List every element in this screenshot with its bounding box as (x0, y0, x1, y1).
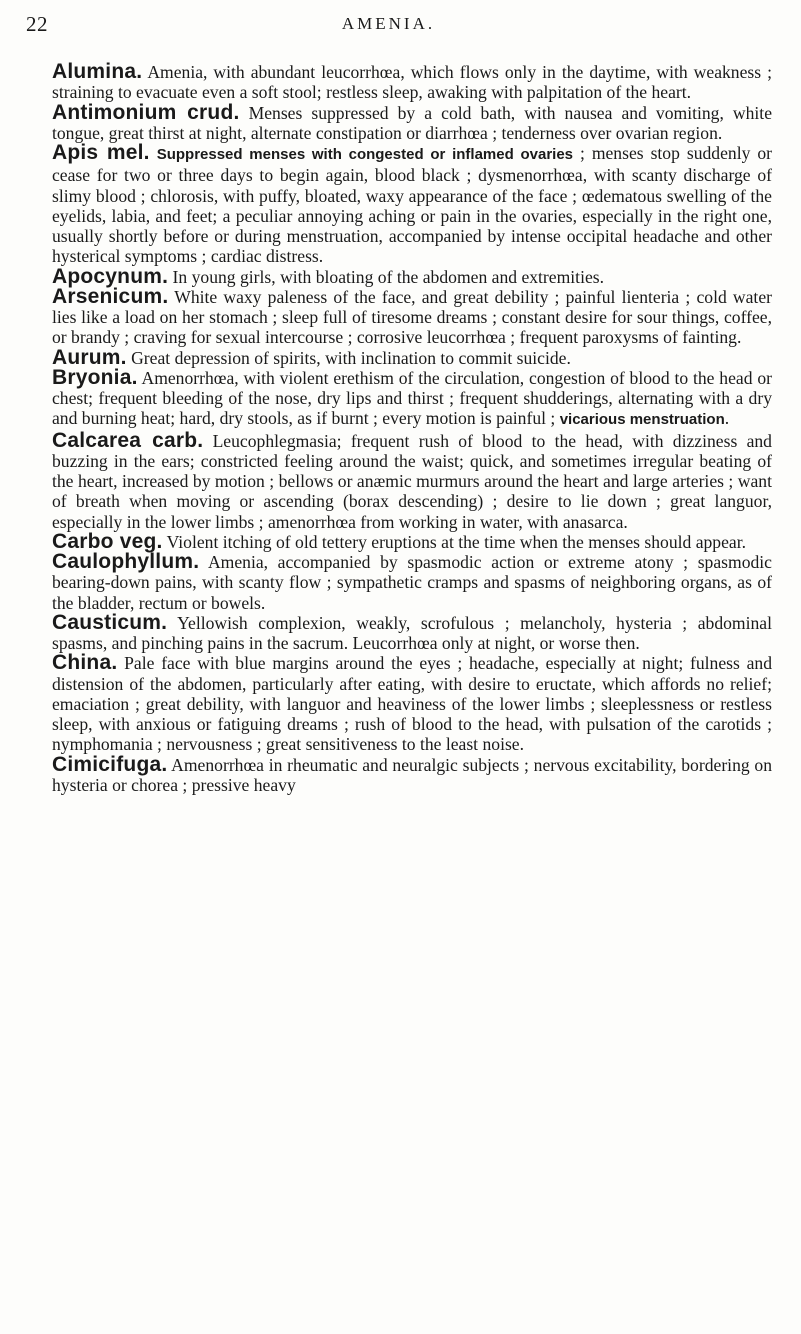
remedy-name: Alumina. (52, 60, 143, 83)
remedy-entry (52, 529, 772, 553)
remedy-name: China. (52, 651, 118, 675)
remedy-entry (52, 284, 772, 348)
remedy-name: Apis mel. (52, 141, 150, 164)
remedy-name: Apocynum. (52, 264, 169, 288)
emphasized-text: Suppressed menses with congested or inflamed ovaries (156, 146, 574, 163)
remedy-entry (52, 552, 772, 613)
remedy-name: Cimicifuga. (52, 752, 168, 776)
remedy-entry (52, 100, 772, 144)
entry-text (150, 143, 157, 163)
entry-text: Amenorrhœa, with violent erethism of the circulation, congestion of blood to the head or chest; frequent bleeding of the nose, dry lips and thirst ; frequent shudderings, alternating with a dry and burning heat; hard, dry stools, as if burnt ; every motion is painful ; (52, 367, 772, 429)
remedy-entry (52, 610, 772, 654)
remedy-entry (52, 752, 772, 796)
entry-text: Amenia, with abundant leucorrhœa, which flows only in the daytime, with weakness ; straining to evacuate even a soft stool; restless sleep, awaking with palpitation of the heart. (52, 62, 772, 103)
entry-text: Yellowish complexion, weakly, scrofulous ; melancholy, hysteria ; abdominal spasms, and pinching pains in the sacrum. Leucorrhœa only at night, or worse then. (52, 612, 772, 653)
remedy-name: Antimonium crud. (52, 100, 240, 124)
entry-text: In young girls, with bloating of the abdomen and extremities. (168, 266, 605, 287)
remedy-name: Caulophyllum. (52, 550, 200, 573)
remedy-name: Arsenicum. (52, 284, 169, 308)
remedy-entry (52, 143, 772, 267)
entry-text: Violent itching of old tettery eruptions at the time when the menses should appear. (162, 531, 747, 552)
entry-text: Leucophlegmasia; frequent rush of blood to the head, with dizziness and buzzing in the ears; constricted feeling around the waist; quick, and sometimes irregular beating of the heart, increased by motion ; bellows or anæmic murmurs around the heart and large arteries ; want of breath when moving or ascending (borax descending) ; desire to lie down ; great languor, especially in the lower limbs ; amenorrhœa from working in water, with anasarca. (52, 430, 772, 532)
remedy-name: Causticum. (52, 610, 168, 634)
remedy-entry (52, 62, 772, 103)
entry-text: Great depression of spirits, with inclination to commit suicide. (126, 347, 571, 368)
entry-text-continued: ; menses stop suddenly or cease for two or three days to begin again, blood black ; dysmenorrhœa, with scanty discharge of slimy blood ; chlorosis, with puffy, bloated, waxy appearance of the face ; œdematous swelling of the eyelids, labia, and feet; a peculiar annoying aching or pain in the ovaries, especially in the right one, usually shortly before or during menstruation, accompanied by intense occipital headache and other hysterical symptoms ; cardiac distress. (52, 143, 772, 267)
entry-text: Menses suppressed by a cold bath, with nausea and vomiting, white tongue, great thirst at night, alternate constipation or diarrhœa ; tenderness over ovarian region. (52, 102, 772, 143)
entry-text: Pale face with blue margins around the eyes ; headache, especially at night; fulness and distension of the abdomen, particularly after eating, with desire to eructate, which affords no relief; emaciation ; great debility, with languor and heaviness of the lower limbs ; sleeplessness or restless sleep, with anxious or fatiguing dreams ; rush of blood to the head, with pulsation of the carotids ; nymphomania ; nervousness ; great sensitiveness to the least noise. (52, 653, 772, 755)
remedy-entry (52, 428, 772, 532)
entry-text-continued: . (724, 408, 730, 429)
remedy-entry (52, 345, 772, 369)
remedy-name: Calcarea carb. (52, 428, 204, 452)
page-number: 22 (26, 12, 48, 36)
entry-text: White waxy paleness of the face, and great debility ; painful lienteria ; cold water lies like a load on her stomach ; sleep full of tiresome dreams ; constant desire for sour things, coffee, or brandy ; craving for sexual intercourse ; corrosive leucorrhœa ; frequent paroxysms of fainting. (52, 286, 772, 348)
running-title: AMENIA. (341, 14, 436, 33)
body-text (52, 62, 772, 795)
remedy-name: Aurum. (52, 345, 127, 369)
entry-text: Amenia, accompanied by spasmodic action or extreme atony ; spasmodic bearing-down pains, with scanty flow ; sympathetic cramps and spasms of neighboring organs, as of the bladder, rectum or bowels. (52, 552, 772, 613)
page-header (26, 12, 751, 40)
remedy-name: Carbo veg. (52, 529, 163, 553)
emphasized-text: vicarious menstruation (559, 411, 725, 429)
remedy-entry (52, 264, 772, 288)
entry-text: Amenorrhœa in rheumatic and neuralgic subjects ; nervous excitability, bordering on hysteria or chorea ; pressive heavy (52, 754, 772, 795)
remedy-entry (52, 365, 772, 431)
remedy-entry (52, 653, 772, 754)
remedy-name: Bryonia. (52, 365, 138, 389)
